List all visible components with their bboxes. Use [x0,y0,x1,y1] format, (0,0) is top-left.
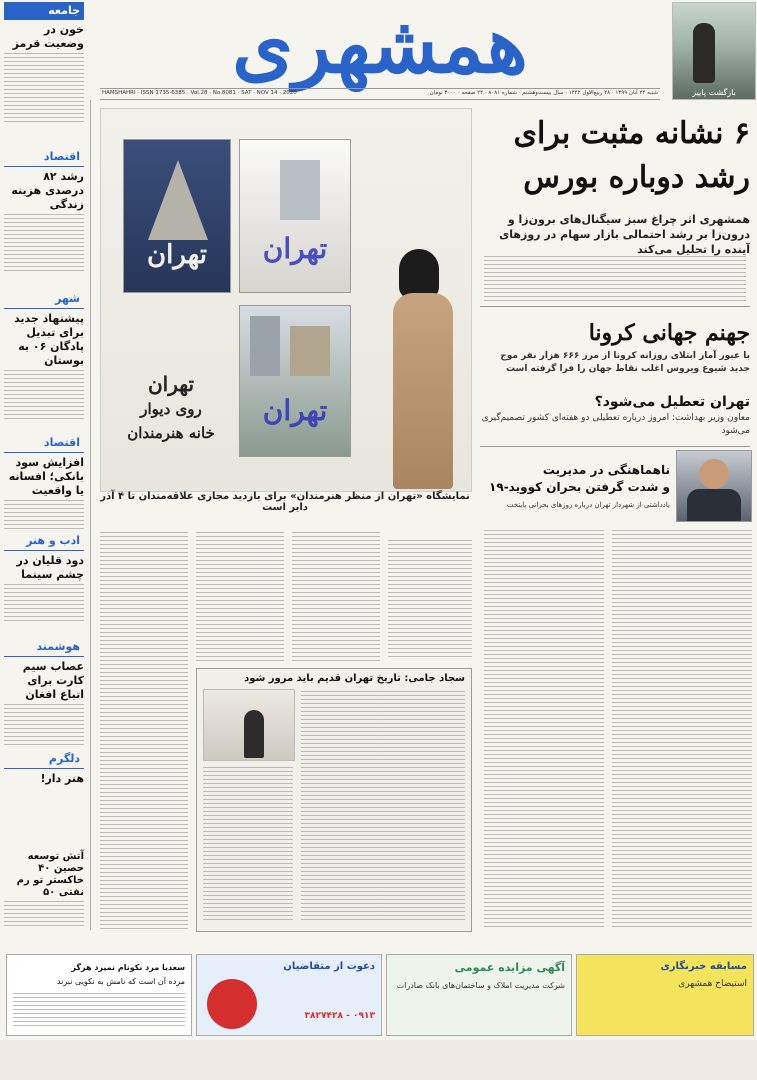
section-header: دلگرم [4,750,84,769]
left-news-column [4,2,84,932]
mayor-headline-line-2: و شدت گرفتن بحران کووید-۱۹ [489,480,670,494]
ad-body-lines [13,993,185,1029]
body-col [388,540,472,660]
suit-icon [687,489,741,521]
statue-icon [280,160,320,220]
item-title: افزایش سود بانکی؛ افسانه یا واقعیت [8,456,84,497]
left-item[interactable] [4,290,84,420]
left-item[interactable] [4,848,84,927]
body-text-lines [4,500,84,530]
ads-row [0,954,757,1034]
article-box-title: سجاد جامی: تاریخ تهران قدیم باید مرور شود [244,673,465,684]
body-text-lines [4,370,84,420]
lead-subtitle: همشهری اثر چراغ سبز سیگنال‌های برون‌زا و درون‌زا بر رشد احتمالی بازار سهام در روزهای آینده را تحلیل می‌کند [499,213,750,256]
ad-text: شرکت مدیریت املاک و ساختمان‌های بانک صادرات [396,981,565,990]
item-title: آتش توسعه حصین ۴۰ خاکستر تو رم نفتی ۵۰ [16,851,84,898]
red-badge-icon [207,979,257,1029]
divider [480,306,750,307]
corona-subtitle: با عبور آمار ابتلای روزانه کرونا از مرز ۶۶۶ هزار نفر موج جدید شیوع ویروس اغلب نقاط جهان را فرا گرفته است [500,351,750,374]
tehran-subtitle: معاون وزیر بهداشت: امروز درباره تعطیلی دو هفته‌ای کشور تصمیم‌گیری می‌شود [481,413,750,436]
photo-title-1: تهران [147,372,195,396]
top-photo-caption: بازگشت پاییز [692,88,736,97]
lead-headline[interactable] [480,112,750,200]
body-text-lines [4,584,84,624]
mayor-headline-line-1: ناهماهنگی در مدیریت [542,463,670,477]
mayor-headline[interactable] [480,462,670,496]
ad-title: سعدیا مرد نکونام نمیرد هرگز [71,963,185,972]
item-title: عصاب سیم کارت برای اتباع افغان [22,660,84,701]
poster-3-text: تهران [262,394,328,427]
section-header: اقتصاد [4,434,84,453]
article-body-lines [301,691,465,923]
ad-text: استیضاح همشهری [678,979,747,989]
hair-icon [399,249,439,299]
lead-headline-line-2: رشد دوباره بورس [523,160,750,195]
photo-title-3: خانه هنرمندان [127,424,215,442]
building-icon [250,316,280,376]
lead-body-lines [484,256,746,302]
ad-condolence[interactable] [6,954,192,1036]
section-header: شهر [4,290,84,309]
top-photo [672,2,756,100]
left-item[interactable] [4,434,84,530]
poster-1-text: تهران [147,240,207,270]
left-item[interactable] [4,2,84,123]
body-col [100,532,188,932]
poster-1 [123,139,231,293]
body-text-lines [4,901,84,927]
body-col [196,532,284,662]
poster-2-text: تهران [262,232,328,265]
face-icon [699,459,729,489]
poster-2 [239,139,351,293]
left-item[interactable] [4,750,84,786]
ad-title: دعوت از متقاضیان [283,961,375,972]
body-col [612,530,752,930]
ad-phone: ۰۹۱۳ - ۳۸۲۷۴۲۸ [304,1011,375,1021]
ad-title: مسابقه خبرنگاری [660,961,747,972]
column-divider [90,100,91,930]
tehran-headline[interactable]: تهران تعطیل می‌شود؟ [594,394,750,410]
feature-photo [100,108,472,492]
lead-headline-line-1: ۶ نشانه مثبت برای [513,116,750,151]
ad-text: مرده آن است که نامش به نکویی نبرند [56,977,185,986]
issue-info-bar [100,88,660,100]
section-header: جامعه [4,2,84,20]
person-figure-icon [244,710,264,758]
person-figure-icon [693,23,715,83]
coat-icon [393,293,453,489]
article-box[interactable] [196,668,472,932]
item-title: خون در وضعیت قرمز [12,23,84,50]
date-line: شنبه ۲۴ آبان ۱۳۹۹ · ۲۸ ربیع‌الاول ۱۴۴۲ · سال بیست‌وهشتم · شماره ۸۰۸۱ · ۲۴ صفحه · ۳۰۰۰ تومان [429,90,658,96]
left-item[interactable] [4,148,84,274]
body-text-lines [4,704,84,748]
ad-invitation[interactable] [196,954,382,1036]
item-title: هنر دار! [40,772,84,785]
item-title: رشد ۸۲ درصدی هزینه زندگی [11,170,84,211]
page-footer [0,1040,757,1080]
section-header: اقتصاد [4,148,84,167]
ad-auction[interactable] [386,954,572,1036]
section-header: هوشمند [4,638,84,657]
poster-3 [239,305,351,457]
section-header: ادب و هنر [4,532,84,551]
item-title: دود قلیان در چشم سینما [16,554,84,581]
ad-title: آگهی مزایده عمومی [454,961,565,974]
article-body-lines [203,767,293,923]
building-icon [290,326,330,376]
feature-caption: نمایشگاه «تهران از منظر هنرمندان» برای بازدید مجازی علاقه‌مندان تا ۴ آذر دایر است [100,491,470,513]
body-col [484,530,604,930]
article-photo [203,689,295,761]
masthead-logo: همشهری [232,0,528,91]
woman-figure [381,249,461,489]
body-text-lines [4,53,84,123]
ad-hamshahri[interactable] [576,954,754,1036]
corona-headline[interactable]: جهنم جهانی کرونا [588,320,750,346]
tower-icon [148,160,208,240]
item-title: پیشنهاد جدید برای تبدیل پادگان ۰۶ به بوستان [14,312,84,367]
body-text-lines [4,214,84,274]
photo-title-2: روی دیوار [140,400,202,418]
body-col [292,532,380,662]
mayor-photo [676,450,752,522]
left-item[interactable] [4,638,84,748]
left-item[interactable] [4,532,84,624]
mayor-subtitle: یادداشتی از شهردار تهران درباره روزهای بحرانی پایتخت [506,501,670,509]
issn-line: HAMSHAHRI · ISSN 1735-6385 · Vol.28 · No.8081 · SAT · NOV 14 · 2020 [102,90,297,96]
divider [480,446,750,447]
